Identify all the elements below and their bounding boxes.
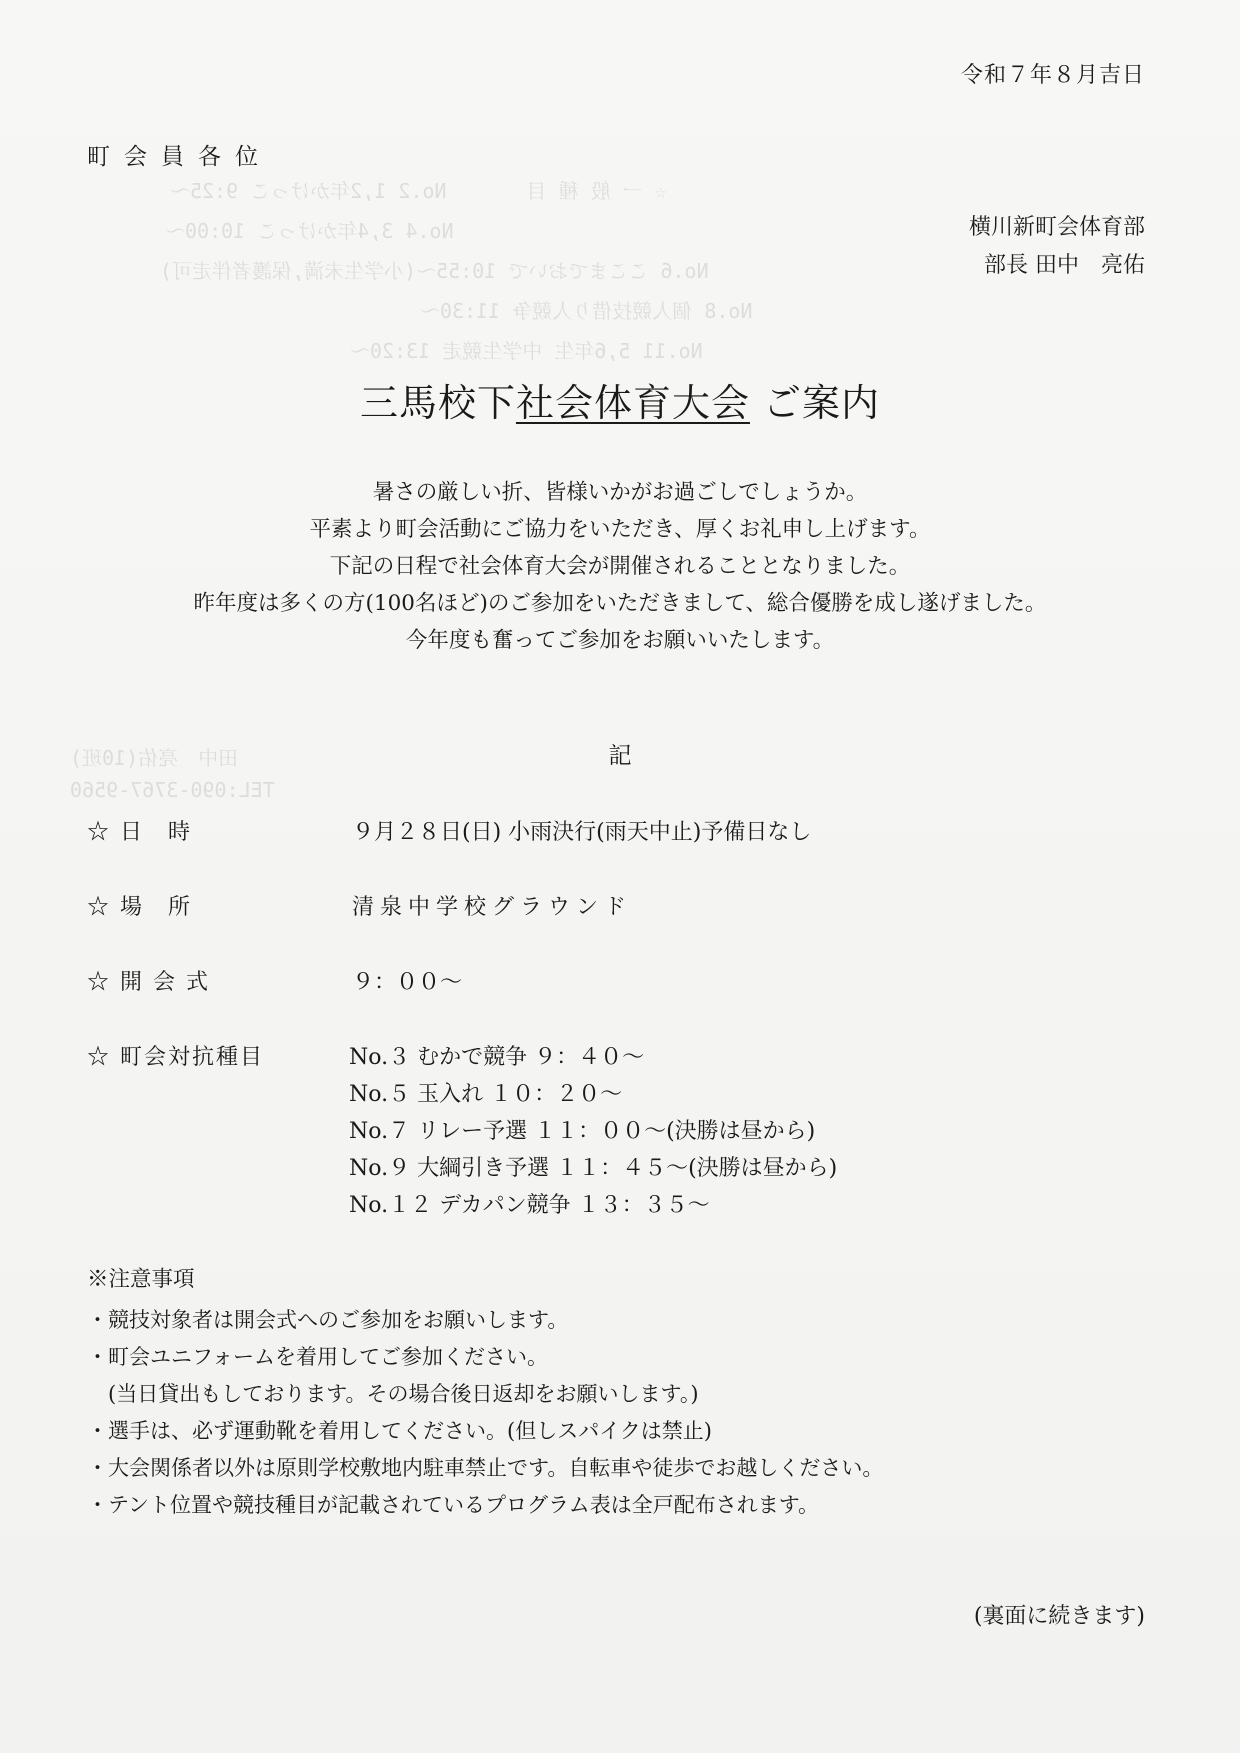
organization-name: 横川新町会体育部 <box>968 215 1145 240</box>
greeting-line: 下記の日程で社会体育大会が開催されることとなりました。 <box>329 554 911 579</box>
event-item: No.７ リレー予選 １１：００～(決勝は昼から) <box>349 1119 816 1144</box>
datetime-value: ９月２８日(日) 小雨決行(雨天中止)予備日なし <box>352 820 812 845</box>
title-suffix: ご案内 <box>749 381 881 425</box>
ki-heading: 記 <box>608 743 632 769</box>
event-item: No.３ むかで競争 ９：４０～ <box>349 1045 645 1070</box>
continued-note: (裏面に続きます) <box>973 1604 1145 1629</box>
note-item: ・テント位置や競技種目が記載されているプログラム表は全戸配布されます。 <box>87 1493 820 1517</box>
issue-date: 令和７年８月吉日 <box>960 63 1145 88</box>
bleed-through-text: No.8 個人競技借り人競争 11:30〜 <box>420 299 753 323</box>
greeting-line: 今年度も奮ってご参加をお願いいたします。 <box>405 628 835 653</box>
note-item: ・競技対象者は開会式へのご参加をお願いします。 <box>87 1308 569 1332</box>
note-item: ・選手は、必ず運動靴を着用してください。(但しスパイクは禁止) <box>87 1419 712 1443</box>
note-item: ・町会ユニフォームを着用してご参加ください。 <box>87 1345 548 1369</box>
greeting-paragraph <box>0 474 1240 659</box>
greeting-line: 暑さの厳しい折、皆様いかがお過ごしでしょうか。 <box>372 480 868 505</box>
title-underlined: 社会体育大会 <box>515 381 750 425</box>
bleed-through-text: No.4 3,4年かけっこ 10:00〜 <box>165 219 454 243</box>
notes-heading: ※注意事項 <box>87 1267 195 1292</box>
addressee: 町会員各位 <box>87 144 272 170</box>
sender-name: 部長 田中 亮佑 <box>984 253 1145 278</box>
bleed-through-text: No.6 ここまでおいで 10:55〜(小学生未満,保護者伴走可) <box>160 259 709 283</box>
note-item: ・大会関係者以外は原則学校敷地内駐車禁止です。自転車や徒歩でお越しください。 <box>87 1456 884 1480</box>
title-prefix: 三馬校下 <box>359 381 516 425</box>
bleed-through-text: 田中 亮佑(10班) <box>70 746 239 770</box>
bleed-through-text: TEL:090-3767-9560 <box>70 778 275 802</box>
event-item: No.５ 玉入れ １０：２０～ <box>349 1082 623 1107</box>
event-item: No.１２ デカパン競争 １３：３５～ <box>349 1193 710 1218</box>
bleed-through-text: ☆ 一 般 種 目 No.2 1,2年かけっこ 9:25〜 <box>170 179 667 203</box>
bleed-through-text: No.11 5,6年生 中学生競走 13:20〜 <box>350 339 703 363</box>
note-item: (当日貸出もしております。その場合後日返却をお願いします。) <box>87 1382 699 1406</box>
opening-value: ９：００～ <box>352 970 463 995</box>
datetime-label: ☆ 日 時 <box>87 820 192 845</box>
place-label: ☆ 場 所 <box>87 895 192 920</box>
opening-label: ☆ 開 会 式 <box>87 970 210 995</box>
page-title <box>0 372 1240 427</box>
notes-list <box>87 1302 883 1524</box>
place-value: 清泉中学校グラウンド <box>352 895 633 920</box>
event-item: No.９ 大綱引き予選 １１：４５～(決勝は昼から) <box>349 1156 838 1181</box>
greeting-line: 昨年度は多くの方(100名ほど)のご参加をいただきまして、総合優勝を成し遂げました。 <box>193 591 1047 616</box>
greeting-line: 平素より町会活動にご協力をいただき、厚くお礼申し上げます。 <box>309 517 931 542</box>
events-label: ☆ 町会対抗種目 <box>87 1045 264 1070</box>
